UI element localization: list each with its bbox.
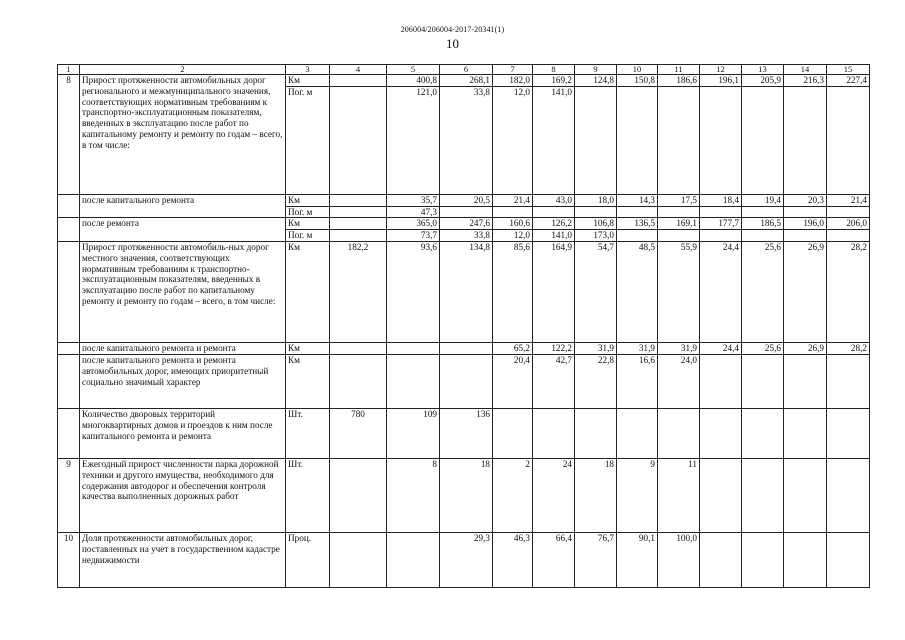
value-cell <box>700 354 742 408</box>
value-cell <box>658 230 700 242</box>
value-cell: 136,5 <box>617 218 658 230</box>
value-cell: 780 <box>330 408 387 458</box>
value-cell: 24,4 <box>700 241 742 342</box>
value-cell <box>617 86 658 194</box>
indicators-table <box>57 64 870 588</box>
value-cell <box>784 230 827 242</box>
value-cell <box>330 230 387 242</box>
value-cell <box>617 230 658 242</box>
value-cell: 2 <box>493 458 533 532</box>
column-number: 7 <box>493 65 533 75</box>
unit-cell: Км <box>286 75 330 87</box>
indicator-name: после капитального ремонта и ремонта автомобильных дорог, имеющих приоритетный социально значимый характер <box>80 354 286 408</box>
value-cell: 106,8 <box>575 218 617 230</box>
value-cell: 216,3 <box>784 75 827 87</box>
unit-cell: Шт. <box>286 458 330 532</box>
value-cell: 22,8 <box>575 354 617 408</box>
value-cell <box>617 408 658 458</box>
value-cell: 141,0 <box>533 230 575 242</box>
value-cell <box>827 206 870 218</box>
value-cell: 206,0 <box>827 218 870 230</box>
value-cell: 26,9 <box>784 241 827 342</box>
value-cell: 400,8 <box>387 75 440 87</box>
value-cell: 46,3 <box>493 532 533 587</box>
value-cell: 18,0 <box>575 194 617 206</box>
value-cell: 31,9 <box>658 342 700 354</box>
value-cell: 29,3 <box>440 532 493 587</box>
value-cell: 9 <box>617 458 658 532</box>
value-cell: 33,8 <box>440 86 493 194</box>
indicator-name: Ежегодный прирост численности парка дорожной техники и другого имущества, необходимого для содержания автодорог и обеспечения контроля качества выполненных дорожных работ <box>80 458 286 532</box>
value-cell <box>784 206 827 218</box>
value-cell <box>533 206 575 218</box>
value-cell: 26,9 <box>784 342 827 354</box>
value-cell: 48,5 <box>617 241 658 342</box>
value-cell: 196,1 <box>700 75 742 87</box>
column-number: 11 <box>658 65 700 75</box>
value-cell <box>700 408 742 458</box>
value-cell: 8 <box>387 458 440 532</box>
value-cell: 124,8 <box>575 75 617 87</box>
value-cell: 134,8 <box>440 241 493 342</box>
value-cell: 24,4 <box>700 342 742 354</box>
value-cell <box>533 408 575 458</box>
value-cell <box>493 206 533 218</box>
value-cell <box>827 354 870 408</box>
unit-cell: Км <box>286 342 330 354</box>
value-cell: 11 <box>658 458 700 532</box>
unit-cell: Проц. <box>286 532 330 587</box>
value-cell <box>700 230 742 242</box>
value-cell: 42,7 <box>533 354 575 408</box>
table-row <box>58 354 870 408</box>
value-cell: 20,4 <box>493 354 533 408</box>
unit-cell: Км <box>286 354 330 408</box>
value-cell <box>784 458 827 532</box>
value-cell: 73,7 <box>387 230 440 242</box>
page-number: 10 <box>446 36 459 51</box>
value-cell: 33,8 <box>440 230 493 242</box>
value-cell: 12,0 <box>493 230 533 242</box>
value-cell <box>827 458 870 532</box>
value-cell <box>784 354 827 408</box>
value-cell <box>658 86 700 194</box>
indicator-name: Прирост протяженности автомобильных дорог регионального и межмуниципального значения, соответствующих нормативным требованиям к транспортно-эксплуатационным показателям, введенных в эксплуатацию после работ по капитальному ремонту и ремонту по годам – всего, в том числе: <box>80 75 286 195</box>
indicator-name: Прирост протяженности автомобиль-ных дорог местного значения, соответствующих нормативным требованиям к транспортно-эксплуатационным показателям, введенных в эксплуатацию после работ по капитальному ремонту и ремонту по годам – всего, в том числе: <box>80 241 286 342</box>
value-cell <box>827 408 870 458</box>
value-cell: 109 <box>387 408 440 458</box>
value-cell: 16,6 <box>617 354 658 408</box>
value-cell <box>700 206 742 218</box>
value-cell: 18 <box>440 458 493 532</box>
value-cell <box>330 532 387 587</box>
value-cell <box>440 206 493 218</box>
value-cell <box>330 86 387 194</box>
value-cell: 186,5 <box>742 218 784 230</box>
value-cell <box>330 75 387 87</box>
value-cell: 65,2 <box>493 342 533 354</box>
value-cell <box>742 230 784 242</box>
value-cell <box>330 354 387 408</box>
indicator-name: после ремонта <box>80 218 286 242</box>
value-cell <box>330 206 387 218</box>
value-cell <box>440 354 493 408</box>
value-cell: 18,4 <box>700 194 742 206</box>
value-cell: 136 <box>440 408 493 458</box>
value-cell: 54,7 <box>575 241 617 342</box>
row-number <box>58 194 80 218</box>
value-cell <box>742 354 784 408</box>
column-number: 9 <box>575 65 617 75</box>
value-cell: 365,0 <box>387 218 440 230</box>
unit-cell: Км <box>286 194 330 206</box>
value-cell <box>575 408 617 458</box>
value-cell: 12,0 <box>493 86 533 194</box>
value-cell: 47,3 <box>387 206 440 218</box>
value-cell: 141,0 <box>533 86 575 194</box>
unit-cell: Пог. м <box>286 86 330 194</box>
value-cell: 31,9 <box>575 342 617 354</box>
value-cell: 205,9 <box>742 75 784 87</box>
value-cell: 28,2 <box>827 342 870 354</box>
table-row <box>58 408 870 458</box>
value-cell: 160,6 <box>493 218 533 230</box>
value-cell <box>742 532 784 587</box>
value-cell: 169,1 <box>658 218 700 230</box>
unit-cell: Км <box>286 241 330 342</box>
column-number: 14 <box>784 65 827 75</box>
value-cell: 20,3 <box>784 194 827 206</box>
value-cell <box>387 342 440 354</box>
column-number: 15 <box>827 65 870 75</box>
value-cell <box>700 532 742 587</box>
row-number <box>58 218 80 242</box>
value-cell: 122,2 <box>533 342 575 354</box>
value-cell <box>330 342 387 354</box>
value-cell <box>330 218 387 230</box>
unit-cell: Пог. м <box>286 206 330 218</box>
value-cell <box>493 408 533 458</box>
unit-cell: Км <box>286 218 330 230</box>
value-cell: 247,6 <box>440 218 493 230</box>
value-cell <box>387 354 440 408</box>
value-cell: 169,2 <box>533 75 575 87</box>
value-cell: 182,0 <box>493 75 533 87</box>
table-row <box>58 458 870 532</box>
value-cell: 177,7 <box>700 218 742 230</box>
indicator-name: Доля протяженности автомобильных дорог, поставленных на учет в государственном кадастре недвижимости <box>80 532 286 587</box>
value-cell <box>700 458 742 532</box>
column-number-row <box>58 65 870 75</box>
value-cell: 21,4 <box>493 194 533 206</box>
value-cell <box>827 86 870 194</box>
column-number: 1 <box>58 65 80 75</box>
value-cell <box>742 458 784 532</box>
table-row <box>58 532 870 587</box>
value-cell: 21,4 <box>827 194 870 206</box>
value-cell <box>827 230 870 242</box>
row-number <box>58 354 80 408</box>
value-cell <box>658 206 700 218</box>
value-cell: 100,0 <box>658 532 700 587</box>
value-cell: 182,2 <box>330 241 387 342</box>
table-row <box>58 218 870 230</box>
value-cell: 17,5 <box>658 194 700 206</box>
value-cell <box>440 342 493 354</box>
unit-cell: Шт. <box>286 408 330 458</box>
row-number: 10 <box>58 532 80 587</box>
table-row <box>58 194 870 206</box>
value-cell: 76,7 <box>575 532 617 587</box>
value-cell <box>742 206 784 218</box>
row-number <box>58 241 80 342</box>
column-number: 3 <box>286 65 330 75</box>
indicator-name: после капитального ремонта и ремонта <box>80 342 286 354</box>
value-cell <box>700 86 742 194</box>
value-cell <box>742 86 784 194</box>
value-cell: 28,2 <box>827 241 870 342</box>
value-cell <box>387 532 440 587</box>
value-cell: 31,9 <box>617 342 658 354</box>
column-number: 4 <box>330 65 387 75</box>
value-cell: 14,3 <box>617 194 658 206</box>
value-cell <box>617 206 658 218</box>
column-number: 2 <box>80 65 286 75</box>
row-number <box>58 342 80 354</box>
document-code: 206004/206004-2017-20341(1) <box>400 25 505 34</box>
row-number <box>58 408 80 458</box>
column-number: 13 <box>742 65 784 75</box>
column-number: 8 <box>533 65 575 75</box>
value-cell: 18 <box>575 458 617 532</box>
value-cell: 66,4 <box>533 532 575 587</box>
value-cell: 24,0 <box>658 354 700 408</box>
value-cell <box>658 408 700 458</box>
value-cell: 25,6 <box>742 241 784 342</box>
value-cell: 150,8 <box>617 75 658 87</box>
value-cell: 93,6 <box>387 241 440 342</box>
value-cell <box>784 532 827 587</box>
value-cell <box>827 532 870 587</box>
value-cell: 20,5 <box>440 194 493 206</box>
value-cell: 164,9 <box>533 241 575 342</box>
value-cell: 196,0 <box>784 218 827 230</box>
value-cell: 173,0 <box>575 230 617 242</box>
column-number: 6 <box>440 65 493 75</box>
value-cell: 25,6 <box>742 342 784 354</box>
value-cell <box>575 206 617 218</box>
value-cell: 19,4 <box>742 194 784 206</box>
value-cell: 126,2 <box>533 218 575 230</box>
value-cell <box>330 194 387 206</box>
value-cell: 121,0 <box>387 86 440 194</box>
value-cell <box>330 458 387 532</box>
value-cell: 227,4 <box>827 75 870 87</box>
indicator-name: Количество дворовых территорий многоквартирных домов и проездов к ним после капитального ремонта и ремонта <box>80 408 286 458</box>
column-number: 5 <box>387 65 440 75</box>
unit-cell: Пог. м <box>286 230 330 242</box>
column-number: 10 <box>617 65 658 75</box>
value-cell <box>784 86 827 194</box>
value-cell: 186,6 <box>658 75 700 87</box>
indicator-name: после капитального ремонта <box>80 194 286 218</box>
value-cell <box>575 86 617 194</box>
value-cell: 268,1 <box>440 75 493 87</box>
table-row <box>58 241 870 342</box>
value-cell <box>784 408 827 458</box>
column-number: 12 <box>700 65 742 75</box>
value-cell: 85,6 <box>493 241 533 342</box>
value-cell: 90,1 <box>617 532 658 587</box>
value-cell <box>742 408 784 458</box>
value-cell: 43,0 <box>533 194 575 206</box>
value-cell: 24 <box>533 458 575 532</box>
table-row <box>58 75 870 87</box>
table-row <box>58 342 870 354</box>
row-number: 8 <box>58 75 80 195</box>
row-number: 9 <box>58 458 80 532</box>
value-cell: 55,9 <box>658 241 700 342</box>
value-cell: 35,7 <box>387 194 440 206</box>
